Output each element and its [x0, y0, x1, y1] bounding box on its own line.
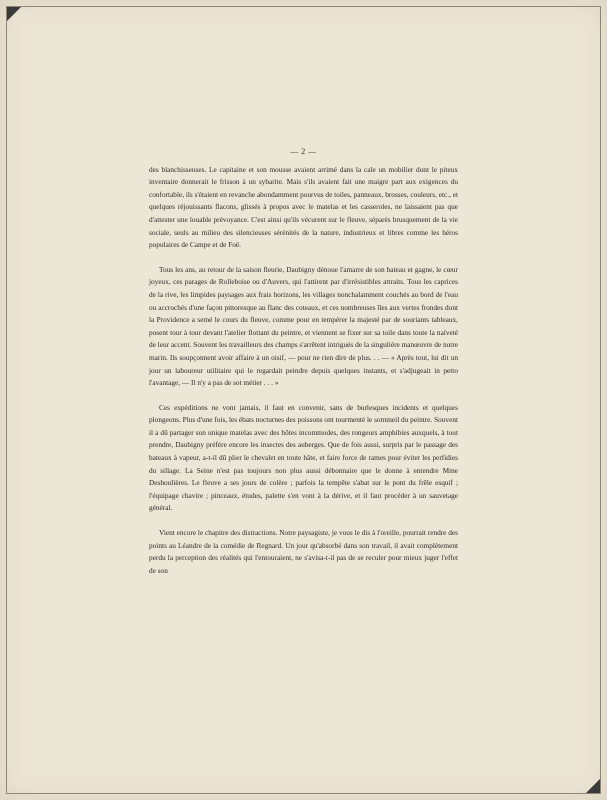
body-text — [149, 146, 458, 589]
paragraph-2: Tous les ans, au retour de la saison fleurie, Daubigny dénoue l'amarre de son bateau et gagne, le cœur joyeux, ces parages de Rolleboise ou d'Auvers, qui l'attirent par d'irrésistibles attraits. Tous les caprices de la rive, les limpides paysages aux frais horizons, les villages nonchalamment couchés au bord de l'eau ou accrochés d'une façon pittoresque au flanc des coteaux, et ces nombreuses îles aux vertes frondes dont la Providence a semé le cours du fleuve, comme pour en tempérer la majesté par de souriants tableaux, posent tour à tour devant l'atelier flottant du peintre, et viennent se fixer sur sa toile dans toute la naïveté de leur accent. Souvent les travailleurs des champs s'arrêtent intrigués de la singulière manœuvre de notre marin. Ils soupçonnent avoir affaire à un oisif, — pour ne rien dire de plus. . . — « Après tout, lui dit un jour un laboureur utilitaire qui le regardait peindre depuis quelques instants, et s'adjugeait in petto l'avantage, — Il n'y a pas de sot métier . . . » — [149, 264, 458, 388]
corner-mark-top-left — [7, 7, 21, 21]
paragraph-3: Ces expéditions ne vont jamais, il faut en convenir, sans de burlesques incidents et quelques plongeons. Plus d'une fois, les ébats nocturnes des poissons ont tourmenté le sommeil du peintre. Souvent il a dû partager son unique matelas avec des hôtes incommodes, des rongeurs amphibies auxquels, à tout prendre, Daubigny préfère encore les insectes des auberges. Que de fois aussi, surpris par le passage des bateaux à vapeur, a-t-il dû plier le chevalet en toute hâte, et faire force de rames pour éviter les perfidies du sillage. La Seine n'est pas toujours non plus aussi débonnaire que le donne à entendre Mme Deshoulières. Le fleuve a ses jours de colère ; parfois la tempête s'abat sur le pont du frêle esquif ; l'équipage chavire ; pinceaux, études, palette s'en vont à la dérive, et il faut procéder à un sauvetage général. — [149, 402, 458, 513]
page-number: — 2 — — [290, 147, 317, 156]
paragraph-1: des blanchisseuses. Le capitaine et son mousse avaient arrimé dans la cale un mobilier dont le piteux inventaire donnerait le frisson à un sybarite. Mais s'ils avaient fait une maigre part aux exigences du confortable, ils s'étaient en revanche abondamment pourvus de toiles, panneaux, brosses, couleurs, etc., et quelques réjouissants flacons, glissés à propos avec le matelas et les casseroles, ne laissaient pas que d'attester une louable prévoyance. C'est ainsi qu'ils vécurent sur le fleuve, séparés brusquement de la vie sociale, seuls au milieu des silencieuses sérénités de la nature, industrieux et libres comme les héros populaires de Campe et de Foë. — [149, 164, 458, 250]
corner-mark-bottom-right — [586, 779, 600, 793]
paragraph-4: Vient encore le chapitre des distractions. Notre paysagiste, je vous le dis à l'oreille, pourrait rendre des points au Léandre de la comédie de Regnard. Un jour qu'absorbé dans son travail, il avait complètement perdu la perception des réalités qui l'entouraient, ne s'avisa-t-il pas de se reculer pour mieux juger l'effet de son — [149, 528, 458, 575]
